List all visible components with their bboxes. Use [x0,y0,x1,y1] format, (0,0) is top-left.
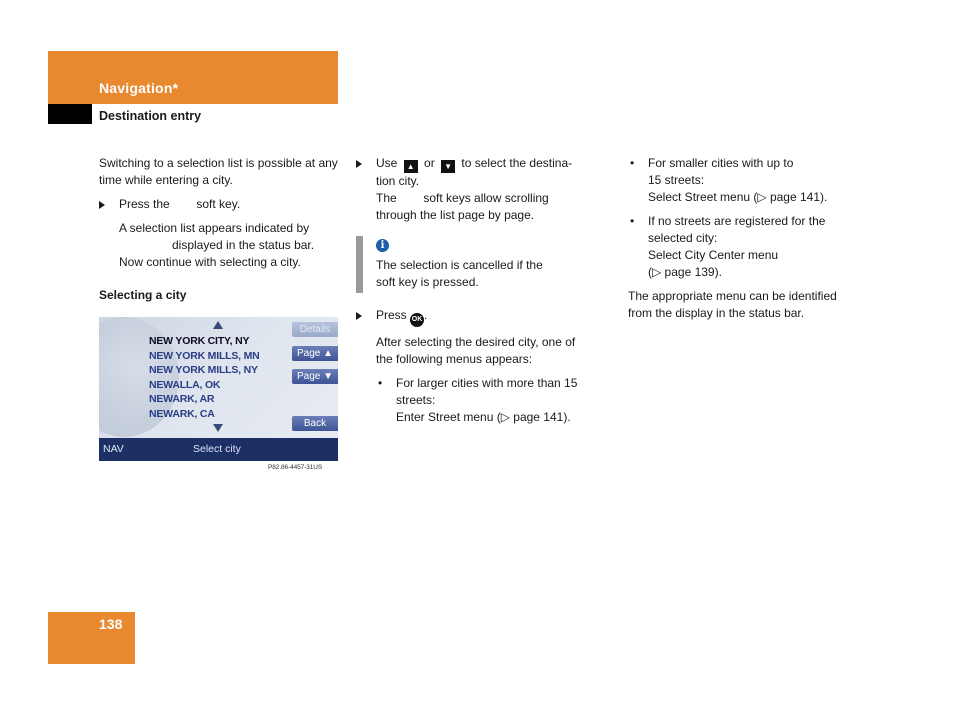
info-line1: The selection is cancelled if the [376,258,543,272]
step-use-note1: The soft keys allow scrolling [376,191,549,205]
closing-line1: The appropriate menu can be identified [628,289,837,303]
bullet-larger-cities [376,375,600,426]
bullet-none-line1: If no streets are registered for the [648,214,826,228]
bullet-icon: • [630,156,635,170]
bullet-icon: • [378,376,383,390]
subheading-selecting-city: Selecting a city [99,288,187,302]
back-softkey[interactable]: Back [292,416,338,431]
step-use-line2: tion city. [376,174,420,188]
scroll-up-arrow-icon[interactable] [213,321,223,329]
page-down-softkey[interactable]: Page ▼ [292,369,338,384]
details-softkey[interactable]: Details [292,322,338,337]
city-list [149,334,289,421]
bullet-no-streets [628,213,858,281]
bullet-none-line2: selected city: [648,231,718,245]
bullet-small-line2: 15 streets: [648,173,705,187]
bullet-large-line2: streets: [396,393,436,407]
step-use-prefix: Use [376,156,398,170]
bullet-large-line1: For larger cities with more than 15 [396,376,578,390]
intro-paragraph: Switching to a selection list is possible at any time while entering a city. [99,156,338,187]
step-note-line2: displayed in the status bar. [172,238,315,252]
step-use-keys [356,155,600,173]
bullet-icon: • [630,214,635,228]
step-use-or: or [424,156,435,170]
up-key-icon: ▲ [404,160,418,173]
step-arrow-icon [356,312,362,320]
city-list-item[interactable]: NEWARK, AR [149,393,215,405]
down-key-icon: ▼ [441,160,455,173]
status-mode-label: Select city [193,443,241,455]
screen-status-bar [99,438,338,461]
bullet-smaller-cities [628,155,858,206]
after-select-line2: the following menus appears: [376,352,533,366]
step-note-line3: Now continue with selecting a city. [119,255,301,269]
step-note-line1: A selection list appears indicated by [119,221,310,235]
black-tab-marker [48,104,92,124]
figure-code: P82.86-4457-31US [268,464,323,471]
bullet-large-line3: Enter Street menu (▷ page 141). [396,410,571,424]
step-use-note2: through the list page by page. [376,208,535,222]
column-left [99,155,339,304]
city-list-item[interactable]: NEW YORK CITY, NY [149,335,250,347]
page-up-softkey[interactable]: Page ▲ [292,346,338,361]
column-middle [356,155,600,426]
step-press-label: Press [376,308,407,322]
info-box [356,236,600,293]
column-right [628,155,858,322]
step-use-suffix: to select the destina- [461,156,573,170]
bullet-none-line4: (▷ page 139). [648,265,722,279]
closing-line2: from the display in the status bar. [628,306,805,320]
scroll-down-arrow-icon[interactable] [213,424,223,432]
after-select-line1: After selecting the desired city, one of [376,335,576,349]
ok-key-icon: OK [410,313,424,327]
city-list-item[interactable]: NEW YORK MILLS, MN [149,349,260,362]
city-selection-screen [99,317,338,461]
step-press-ok: Press OK . [356,307,600,327]
city-list-item[interactable]: NEWALLA, OK [149,378,221,391]
section-title: Navigation* [99,80,179,96]
header-bar [48,51,338,104]
info-icon: i [376,239,389,252]
subsection-title: Destination entry [99,109,202,123]
step-press-softkey [99,196,339,213]
city-list-item[interactable]: NEW YORK MILLS, NY [149,364,258,376]
status-nav-label: NAV [103,443,124,455]
page-number: 138 [99,616,123,632]
bullet-none-line3: Select City Center menu [648,248,779,262]
city-list-item[interactable]: NEWARK, CA [149,407,215,420]
bullet-small-line3: Select Street menu (▷ page 141). [648,190,828,204]
bullet-small-line1: For smaller cities with up to [648,156,794,170]
info-line2: soft key is pressed. [376,275,479,289]
step-arrow-icon [356,160,362,168]
step-arrow-icon [99,201,105,209]
step-text: Press the soft key. [119,197,241,211]
info-sidebar [356,236,363,293]
